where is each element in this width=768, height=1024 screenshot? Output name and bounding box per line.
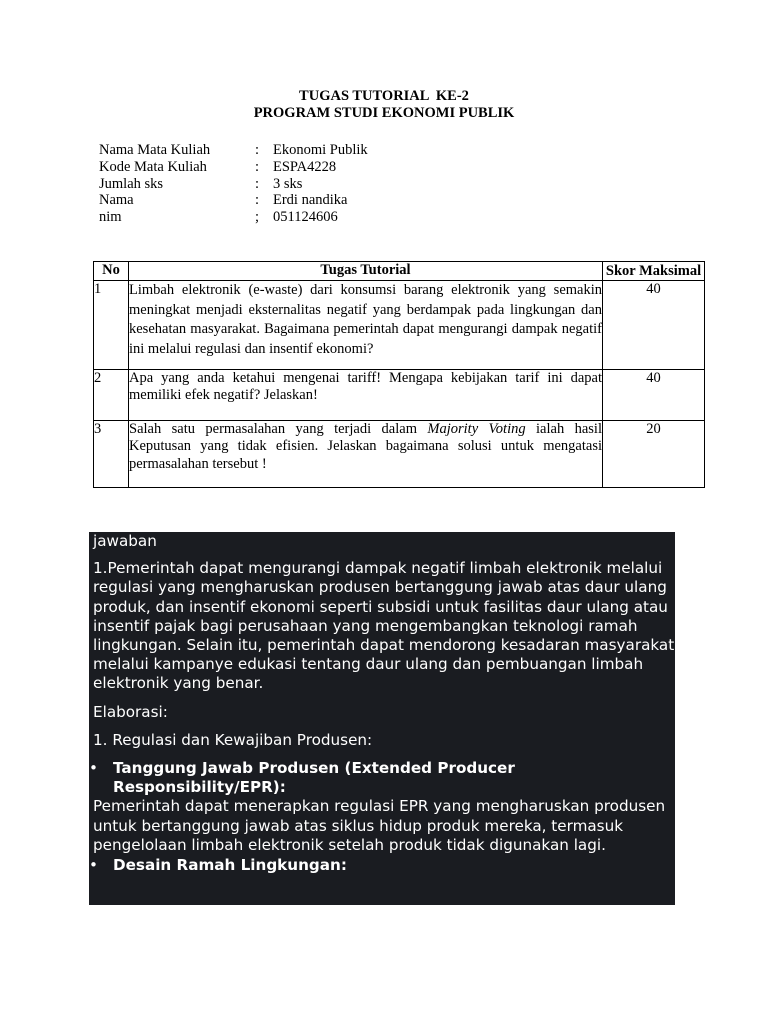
info-label: Jumlah sks [99,175,164,192]
task-text-end: ialah hasil Keputusan yang tidak efisien. Jelaskan bagaimana solusi untuk mengatasi permasalahan tersebut ! [129,421,606,472]
elaboration-label: Elaborasi: [93,702,168,721]
info-separator: ; [255,209,260,226]
info-row-credits [99,176,368,193]
title-line-1: TUGAS TUTORIAL KE-2 [299,88,469,104]
task-text-italic: Majority Voting [427,421,526,437]
bullet-body: Pemerintah dapat menerapkan regulasi EPR yang mengharuskan produsen untuk bertanggung jawab atas siklus hidup produk mereka, termasuk pengelolaan limbah elektronik setelah produk tidak digunakan lagi. [93,797,666,854]
table-row [94,281,705,370]
bullet-item [89,759,675,797]
info-label: Nama [99,192,134,209]
bullet-dot-icon: • [89,856,98,875]
header-score: Skor Maksimal [603,262,705,281]
info-label: Nama Mata Kuliah [99,142,211,158]
task-text [129,421,606,488]
row-number: 3 [94,421,129,488]
course-info [99,142,368,226]
info-value: Ekonomi Publik [273,142,368,158]
task-text: Apa yang anda ketahui mengenai tariff! Mengapa kebijakan tarif ini dapat memiliki efek negatif? Jelaskan! [129,370,603,421]
info-separator: : [255,175,260,192]
row-number: 1 [94,281,129,370]
table-row [94,421,705,488]
answer-heading: jawaban [93,532,157,550]
info-value: 3 sks [273,175,303,192]
info-row-name [99,192,368,209]
section-heading: 1. Regulasi dan Kewajiban Produsen: [93,730,373,749]
bullet-dot-icon: • [89,759,98,778]
info-value: Erdi nandika [273,192,348,209]
row-number: 2 [94,370,129,421]
header-no: No [94,262,129,281]
answer-paragraph: 1.Pemerintah dapat mengurangi dampak negatif limbah elektronik melalui regulasi yang mengharuskan produsen bertanggung jawab atas daur ulang produk, dan insentif ekonomi seperti subsidi untuk fasilitas daur ulang atau insentif pajak bagi perusahaan yang mengembangkan teknologi ramah lingkungan. Selain itu, pemerintah dapat mendorong kesadaran masyarakat melalui kampanye edukasi tentang daur ulang dan pembuangan limbah elektronik yang benar. [93,559,675,693]
table-header-row [94,262,705,281]
info-separator: : [255,158,260,175]
max-score: 20 [603,421,705,488]
info-row-nim [99,209,368,226]
title-line-2: PROGRAM STUDI EKONOMI PUBLIK [253,105,515,121]
info-row-course-name [99,142,368,159]
task-text-start: Salah satu permasalahan yang terjadi dalam [129,421,428,437]
max-score: 40 [603,370,705,421]
max-score: 40 [603,281,705,370]
info-label: nim [99,209,122,226]
bullet-title: Desain Ramah Lingkungan: [113,856,347,875]
info-separator: : [255,192,260,209]
bullet-title: Tanggung Jawab Produsen (Extended Producer Responsibility/EPR): [113,759,515,797]
page-title [0,88,768,122]
bullet-item [89,856,675,875]
task-table [93,261,705,488]
task-text: Limbah elektronik (e-waste) dari konsumsi barang elektronik yang semakin meningkat menjadi eksternalitas negatif yang berdampak pada lingkungan dan kesehatan masyarakat. Bagaimana pemerintah dapat mengurangi dampak negatif ini melalui regulasi dan insentif ekonomi? [129,281,603,370]
info-value: ESPA4228 [273,158,337,175]
info-value: 051124606 [273,209,338,226]
answer-block [89,532,675,905]
header-task: Tugas Tutorial [129,262,603,281]
info-row-course-code [99,159,368,176]
table-row [94,370,705,421]
info-separator: : [255,142,260,158]
info-label: Kode Mata Kuliah [99,158,207,175]
